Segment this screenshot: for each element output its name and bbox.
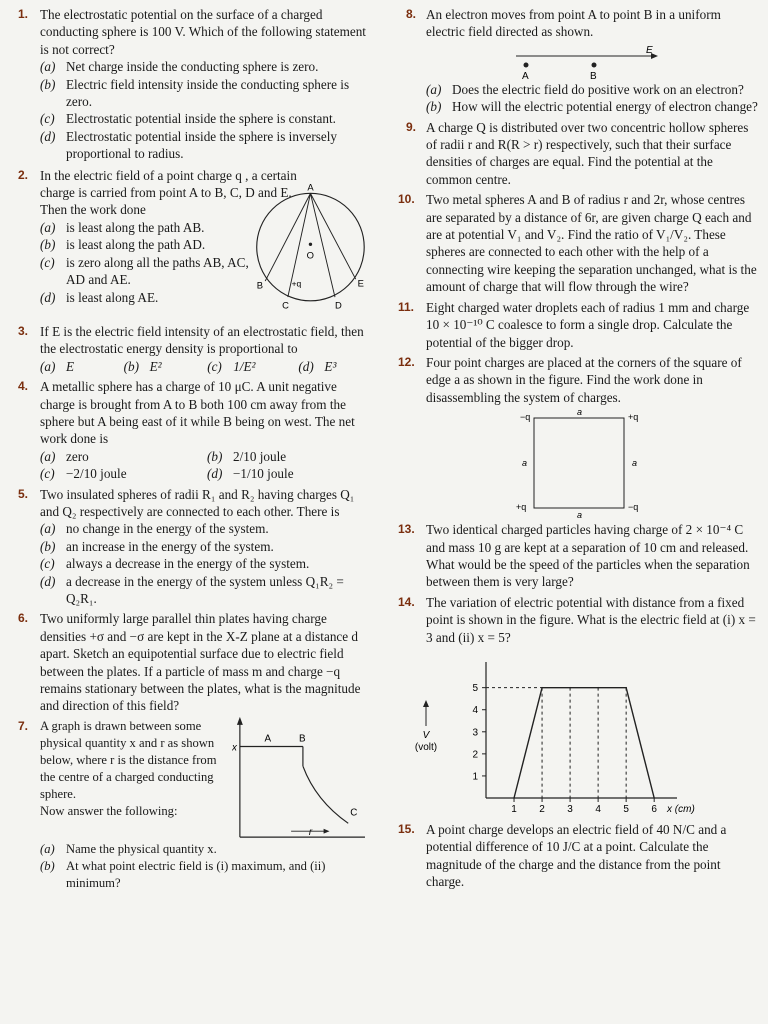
question-text: A graph is drawn between some physical quantity x and r as shown below, where r is the distance from the centre of a charged conducting sphere.: [40, 718, 217, 801]
question-number: 1.: [18, 7, 29, 21]
option: (a) no change in the energy of the system.: [40, 521, 269, 537]
r-arrow-head: [324, 829, 330, 834]
question-text: A charge Q is distributed over two concentric hollow spheres of radii r and R(R > r) respectively, such that their surface densities of charges are equal. Find the potential at the common centre.: [426, 119, 749, 187]
electron-field-figure: [506, 41, 666, 81]
equipotential-circle: [257, 193, 364, 300]
question-text: Two metal spheres A and B of radius r and 2r, whose centres are separated by a distance of 6r, are given charge Q each and are at potential V₁ and V₂. Find the ratio of V₁/V₂. These spheres are connected to each other with the help of a connecting wire keeping the separation unchanged, what is the amount of charge that will flow through the wire?: [426, 192, 757, 295]
option: (c) is zero along all the paths AB, AC, AD and AE.: [40, 254, 249, 288]
label-A: A: [264, 733, 272, 745]
option: (a) Does the electric field do positive work on an electron?: [426, 81, 744, 97]
question-number: 4.: [18, 379, 29, 394]
question-11: [392, 299, 758, 351]
y-axis-unit: (volt): [414, 741, 438, 753]
square-charges-figure: [504, 406, 664, 518]
label-B: B: [590, 70, 597, 81]
side-label-bottom: a: [577, 510, 583, 519]
option: (a) is least along the path AB.: [40, 219, 205, 235]
option: (b) At what point electric field is (i) maximum, and (ii) minimum?: [40, 858, 326, 890]
x-tick-label: 3: [567, 803, 573, 815]
question-1: [18, 6, 370, 163]
question-number: 12.: [398, 354, 415, 369]
label-A: A: [307, 181, 314, 193]
question-2: [18, 167, 370, 319]
question-number: 11.: [398, 299, 415, 314]
question-14: [392, 594, 758, 818]
question-text: A point charge develops an electric field of 40 N/C and a potential difference of 10 J/C at a point. Calculate the magnitude of the charge and the distance from the point charge.: [426, 821, 727, 890]
y-axis-label: V: [422, 729, 430, 741]
option: (d) is least along AE.: [40, 289, 159, 305]
label-E: E: [646, 44, 653, 56]
charge-top-right: +q: [628, 412, 639, 423]
question-4: [18, 378, 370, 482]
question-text: Eight charged water droplets each of radius 1 mm and charge 10 × 10⁻¹⁰ C coalesce to form a single drop. Calculate the potential of the bigger drop.: [426, 299, 750, 350]
question-text: Two insulated spheres of radii R₁ and R₂ having charges Q₁ and Q₂ respectively are connected to each other. There is: [40, 486, 355, 519]
option: (a) zero: [40, 448, 89, 464]
question-13: [392, 521, 758, 591]
question-number: 5.: [18, 486, 29, 501]
question-number: 13.: [398, 522, 415, 537]
charge-bottom-left: +q: [516, 502, 527, 513]
option: (a) Net charge inside the conducting sphere is zero.: [40, 59, 319, 75]
left-column: [18, 6, 370, 895]
path-AB: [265, 193, 310, 281]
side-label-left: a: [522, 458, 528, 469]
question-text: A metallic sphere has a charge of 10 μC. A unit negative charge is brought from A to B both 100 cm away from the sphere but A being east of it while B being on west. The net work done is: [40, 379, 355, 447]
question-5: [18, 486, 370, 608]
x-tick-label: 5: [623, 803, 629, 815]
option: (b) is least along the path AD.: [40, 237, 206, 253]
question-text: Two identical charged particles having charge of 2 × 10⁻⁴ C and mass 10 g are kept at a separation of 10 cm and released. What would be the speed of the particles when the separation between them is very large?: [426, 522, 750, 590]
question-number: 14.: [398, 594, 415, 609]
option: (d) −1/10 joule: [207, 466, 294, 482]
option: (a) E: [40, 358, 75, 374]
x-tick-label: 1: [511, 803, 517, 815]
option: (c) Electrostatic potential inside the sphere is constant.: [40, 111, 336, 127]
question-6: [18, 610, 370, 714]
question-number: 9.: [406, 119, 417, 134]
circle-paths-figure: [252, 179, 370, 319]
question-number: 3.: [18, 323, 29, 338]
data-point: [541, 687, 543, 689]
label-charge: +q: [291, 278, 302, 289]
y-tick-label: 3: [472, 727, 478, 739]
point-B: [592, 62, 597, 67]
charge-bottom-right: −q: [628, 502, 639, 513]
option: (d) a decrease in the energy of the system unless Q₁R₂ = Q₂R₁.: [40, 573, 344, 606]
x-vs-r-graph: [232, 716, 370, 841]
question-8: [392, 6, 758, 116]
option: (c) 1/E²: [207, 358, 256, 374]
label-C: C: [282, 299, 290, 311]
option: (d) Electrostatic potential inside the sphere is inversely proportional to radius.: [40, 128, 337, 162]
y-label-arrow-head: [423, 700, 429, 707]
question-12: [392, 354, 758, 518]
potential-chart: [406, 646, 706, 818]
label-A: A: [522, 70, 529, 81]
label-E: E: [357, 277, 365, 289]
centre-dot: [309, 242, 312, 245]
path-AE: [311, 193, 356, 279]
question-number: 2.: [18, 167, 29, 182]
question-text: If E is the electric field intensity of an electrostatic field, then the electrostatic energy density is proportional to: [40, 323, 364, 357]
question-9: [392, 119, 758, 189]
question-text: An electron moves from point A to point B in a uniform electric field directed as shown.: [426, 7, 721, 40]
data-point: [625, 687, 627, 689]
question-number: 10.: [398, 192, 415, 207]
label-B: B: [299, 733, 306, 745]
question-text: The variation of electric potential with distance from a fixed point is shown in the figure. What is the electric field at (i) x = 3 and (ii) x = 5?: [426, 594, 756, 645]
point-A: [524, 62, 529, 67]
charge-top-left: −q: [520, 412, 531, 423]
question-number: 15.: [398, 821, 415, 836]
x-tick-label: 4: [595, 803, 601, 815]
data-point: [653, 797, 655, 799]
y-tick-label: 1: [472, 771, 478, 783]
question-text: Four point charges are placed at the corners of the square of edge a as shown in the figure. Find the work done in disassembling the system of charges.: [426, 354, 742, 405]
question-3: [18, 323, 370, 375]
label-B: B: [256, 279, 264, 291]
option: (a) Name the physical quantity x.: [40, 841, 217, 856]
path-AD: [311, 193, 336, 297]
question-text: In the electric field of a point charge q , a certain charge is carried from point A to B, C, D and E. Then the work done: [40, 167, 297, 218]
decay-curve: [303, 766, 348, 823]
option: (b) Electric field intensity inside the conducting sphere is zero.: [40, 76, 350, 110]
question-number: 7.: [18, 718, 29, 733]
x-tick-label: 6: [651, 803, 657, 815]
square: [534, 418, 624, 508]
label-x: x: [232, 742, 238, 754]
option: (c) −2/10 joule: [40, 466, 127, 482]
question-15: [392, 821, 758, 891]
option: (b) How will the electric potential energy of electron change?: [426, 99, 758, 115]
option: (b) 2/10 joule: [207, 448, 287, 464]
x-tick-label: 2: [539, 803, 545, 815]
side-label-top: a: [577, 407, 583, 418]
question-text: Two uniformly large parallel thin plates having charge densities +σ and −σ are kept in the X-Z plane at a distance d apart. Sketch an equipotential surface due to electric field between the plates. If a particle of mass m and charge −q remains stationary between the plates, what is the magnitude and direction of this field?: [40, 611, 361, 714]
potential-line: [514, 688, 654, 798]
question-7: [18, 718, 370, 892]
option: (d) E³: [298, 358, 337, 374]
question-number: 8.: [406, 7, 417, 21]
question-number: 6.: [18, 611, 29, 626]
label-C: C: [350, 807, 358, 819]
option: (b) E²: [123, 358, 162, 374]
question-text-2: Now answer the following:: [40, 803, 178, 818]
question-text: The electrostatic potential on the surface of a charged conducting sphere is 100 V. Which of the following statement is not correct?: [40, 7, 366, 57]
data-point: [569, 687, 571, 689]
right-column: [392, 6, 758, 894]
y-axis-arrow: [237, 717, 243, 725]
option: (c) always a decrease in the energy of the system.: [40, 556, 310, 572]
question-10: [392, 191, 758, 295]
x-axis-label: x (cm): [667, 803, 695, 815]
y-tick-label: 2: [472, 749, 478, 761]
label-r: r: [308, 826, 313, 838]
data-point: [597, 687, 599, 689]
y-tick-label: 4: [472, 705, 478, 717]
y-tick-label: 5: [472, 683, 478, 695]
label-D: D: [335, 299, 342, 311]
option: (b) an increase in the energy of the system.: [40, 538, 274, 554]
side-label-right: a: [632, 458, 638, 469]
label-O: O: [306, 249, 315, 261]
data-point: [513, 797, 515, 799]
